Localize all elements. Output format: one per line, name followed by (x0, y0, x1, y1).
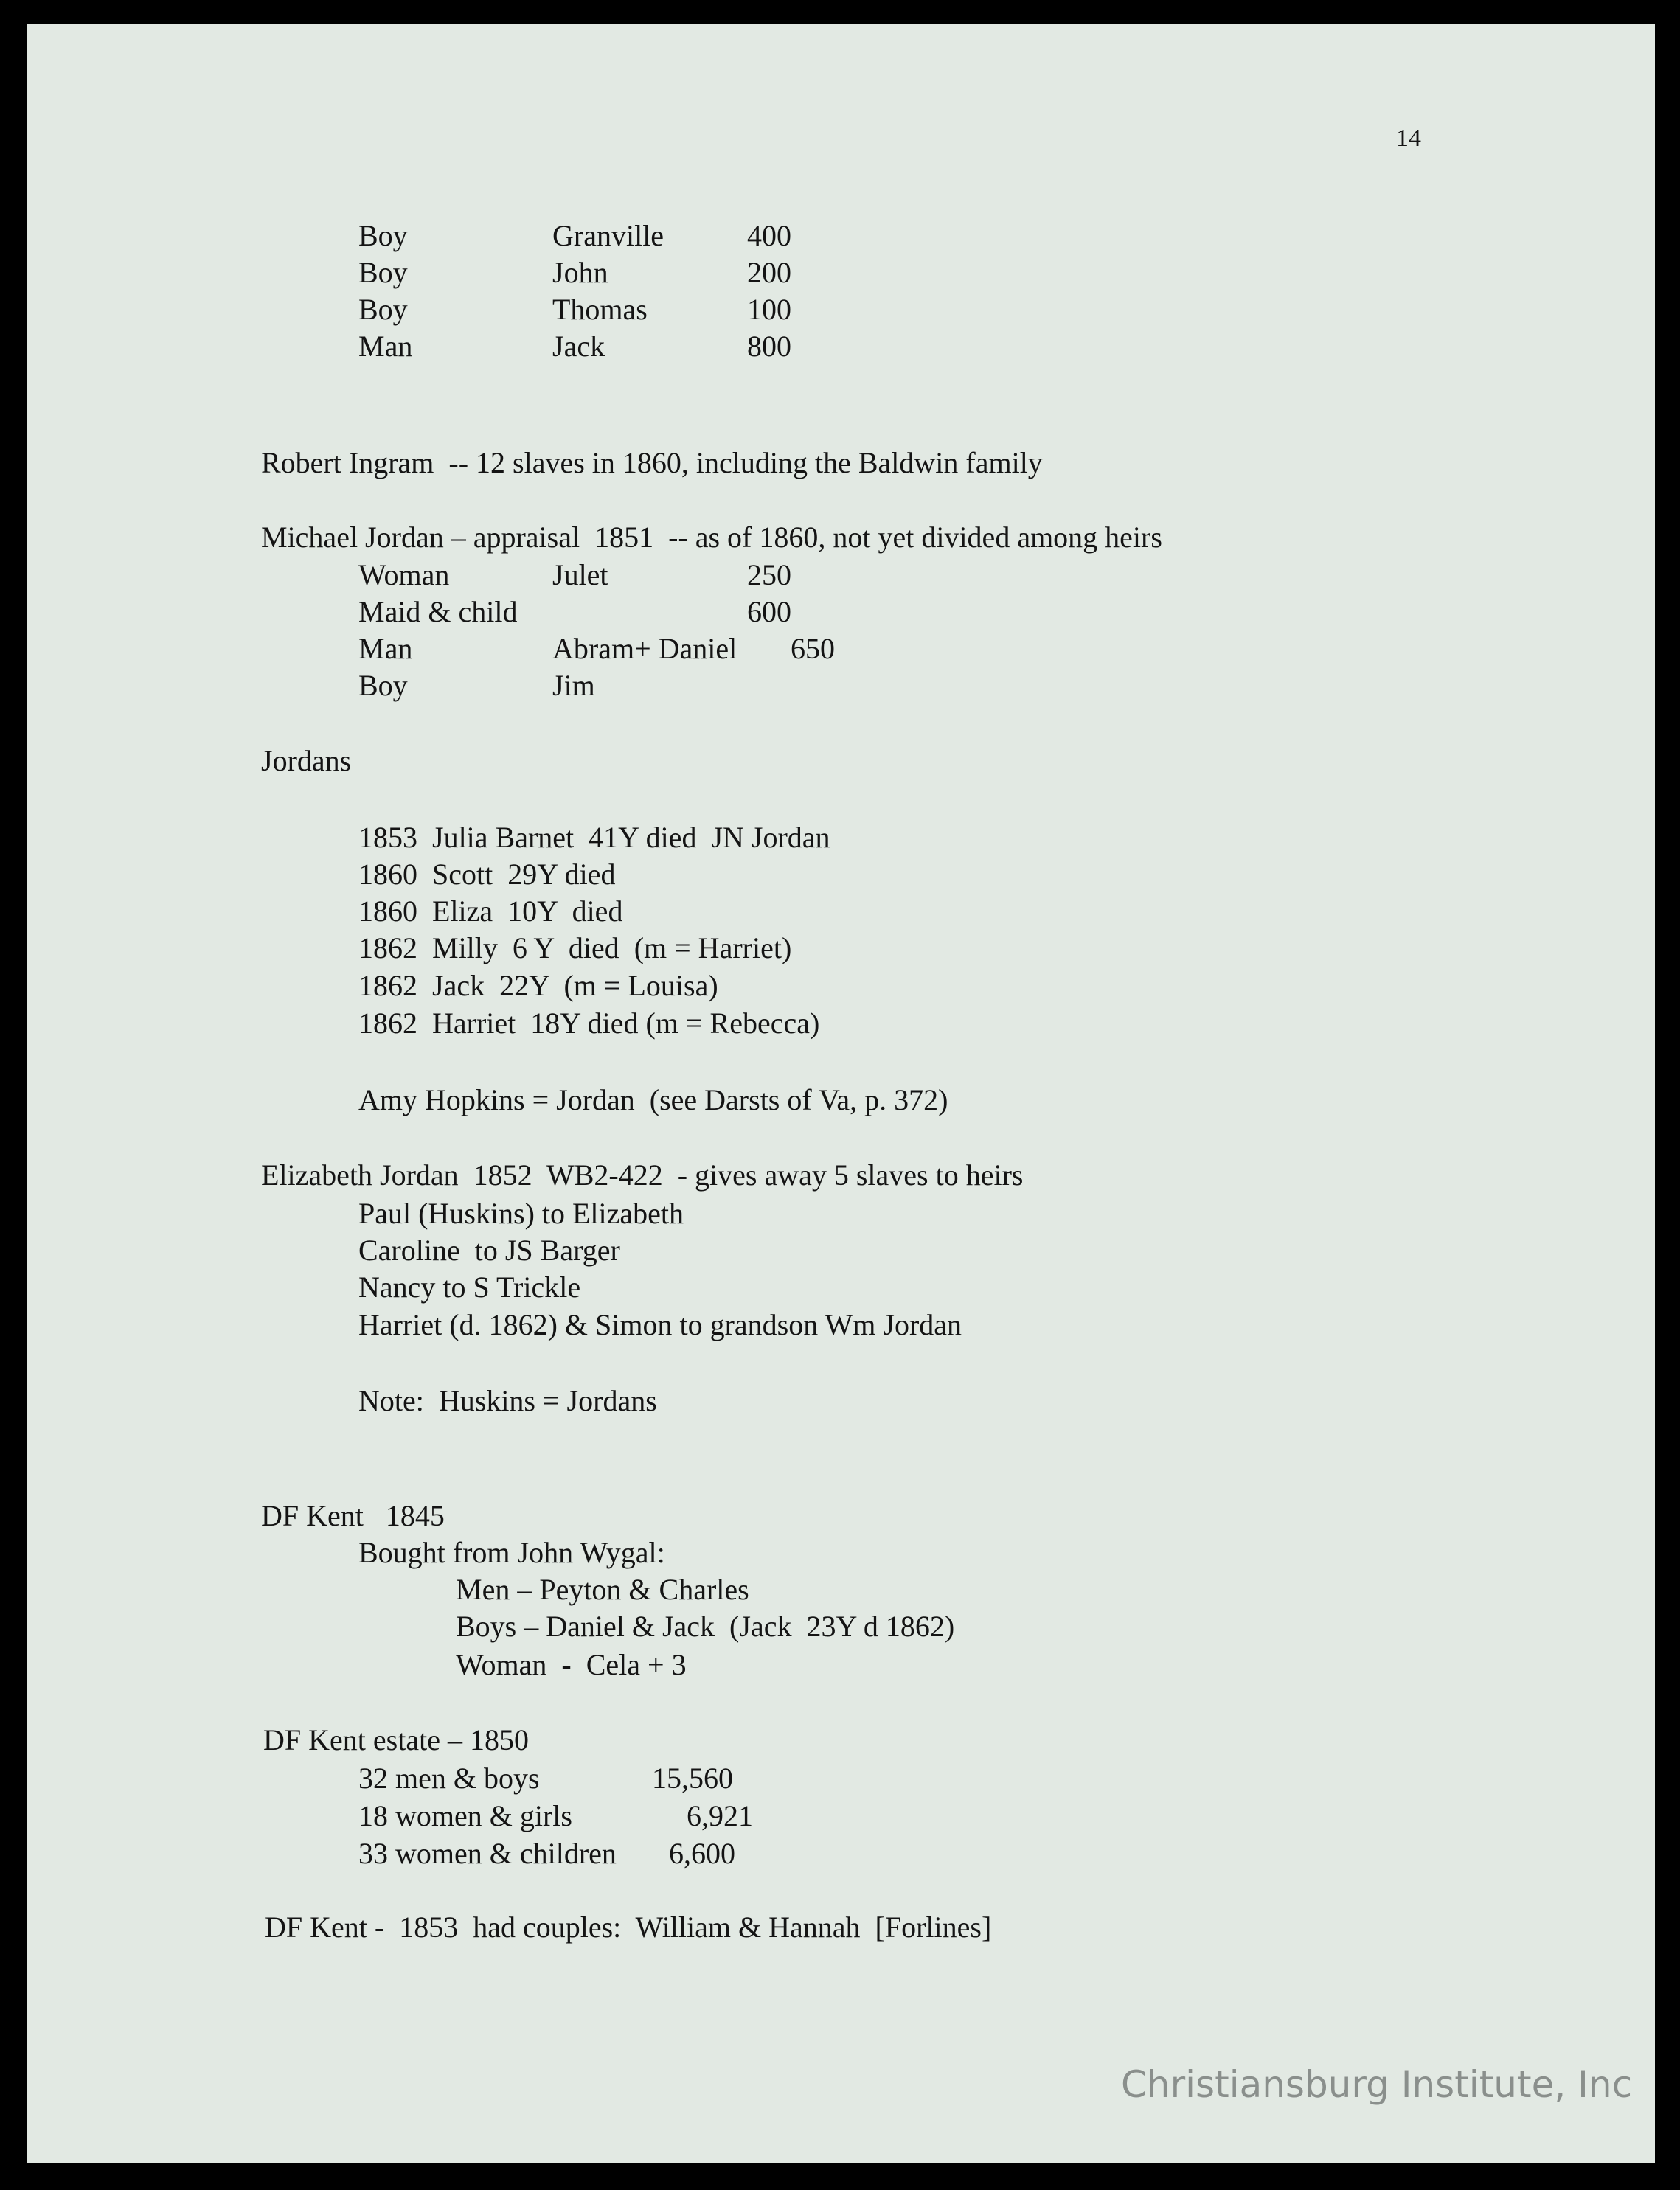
jordans-heading: Jordans (261, 744, 352, 777)
elizabeth-item: Caroline to JS Barger (358, 1234, 620, 1267)
elizabeth-item: Nancy to S Trickle (358, 1270, 581, 1304)
michael-row-type: Woman (358, 558, 450, 591)
estate-row-label: 32 men & boys (358, 1762, 540, 1795)
michael-row-value: 600 (747, 595, 791, 628)
michael-row-name: Abram+ Daniel (552, 632, 737, 665)
jordans-entry: 1862 Jack 22Y (m = Louisa) (358, 969, 718, 1002)
estate-row-label: 18 women & girls (358, 1799, 572, 1832)
estate-heading: DF Kent estate – 1850 (263, 1723, 529, 1756)
michael-row-type: Boy (358, 669, 408, 702)
page-number: 14 (1396, 125, 1421, 152)
jordans-entry: 1862 Harriet 18Y died (m = Rebecca) (358, 1007, 820, 1040)
michael-row-value: 250 (747, 558, 791, 591)
michael-heading: Michael Jordan – appraisal 1851 -- as of 1860, not yet divided among heirs (261, 521, 1162, 554)
jordans-entry: 1860 Scott 29Y died (358, 858, 616, 891)
couples-line: DF Kent - 1853 had couples: William & Hannah [Forlines] (265, 1911, 992, 1944)
estate-row-label: 33 women & children (358, 1837, 617, 1870)
jordans-entry: 1853 Julia Barnet 41Y died JN Jordan (358, 821, 830, 854)
table1-name: John (552, 256, 608, 289)
michael-row-name: Julet (552, 558, 608, 591)
amy-line: Amy Hopkins = Jordan (see Darsts of Va, p. 372) (358, 1083, 948, 1116)
elizabeth-heading: Elizabeth Jordan 1852 WB2-422 - gives away 5 slaves to heirs (261, 1158, 1024, 1192)
kent-heading: DF Kent 1845 (261, 1499, 445, 1532)
table1-type: Boy (358, 293, 408, 326)
ingram-line: Robert Ingram -- 12 slaves in 1860, including the Baldwin family (261, 446, 1043, 479)
table1-type: Man (358, 330, 413, 363)
michael-row-name: Jim (552, 669, 595, 702)
michael-row-type: Man (358, 632, 413, 665)
table1-type: Boy (358, 256, 408, 289)
michael-row-value: 650 (791, 632, 835, 665)
elizabeth-item: Paul (Huskins) to Elizabeth (358, 1197, 684, 1230)
estate-row-value: 15,560 (652, 1762, 733, 1795)
kent-item: Woman - Cela + 3 (456, 1648, 687, 1681)
jordans-entry: 1862 Milly 6 Y died (m = Harriet) (358, 931, 792, 964)
note-line: Note: Huskins = Jordans (358, 1384, 657, 1417)
table1-name: Granville (552, 219, 664, 252)
table1-type: Boy (358, 219, 408, 252)
kent-item: Men – Peyton & Charles (456, 1573, 749, 1606)
kent-item: Boys – Daniel & Jack (Jack 23Y d 1862) (456, 1610, 955, 1643)
table1-name: Thomas (552, 293, 648, 326)
estate-row-value: 6,921 (687, 1799, 753, 1832)
kent-bought: Bought from John Wygal: (358, 1536, 665, 1569)
table1-value: 200 (747, 256, 791, 289)
table1-value: 100 (747, 293, 791, 326)
table1-value: 400 (747, 219, 791, 252)
table1-name: Jack (552, 330, 605, 363)
table1-value: 800 (747, 330, 791, 363)
estate-row-value: 6,600 (669, 1837, 735, 1870)
elizabeth-item: Harriet (d. 1862) & Simon to grandson Wm Jordan (358, 1308, 962, 1341)
jordans-entry: 1860 Eliza 10Y died (358, 894, 623, 928)
michael-row-type: Maid & child (358, 595, 518, 628)
watermark-text: Christiansburg Institute, Inc (1121, 2063, 1633, 2106)
